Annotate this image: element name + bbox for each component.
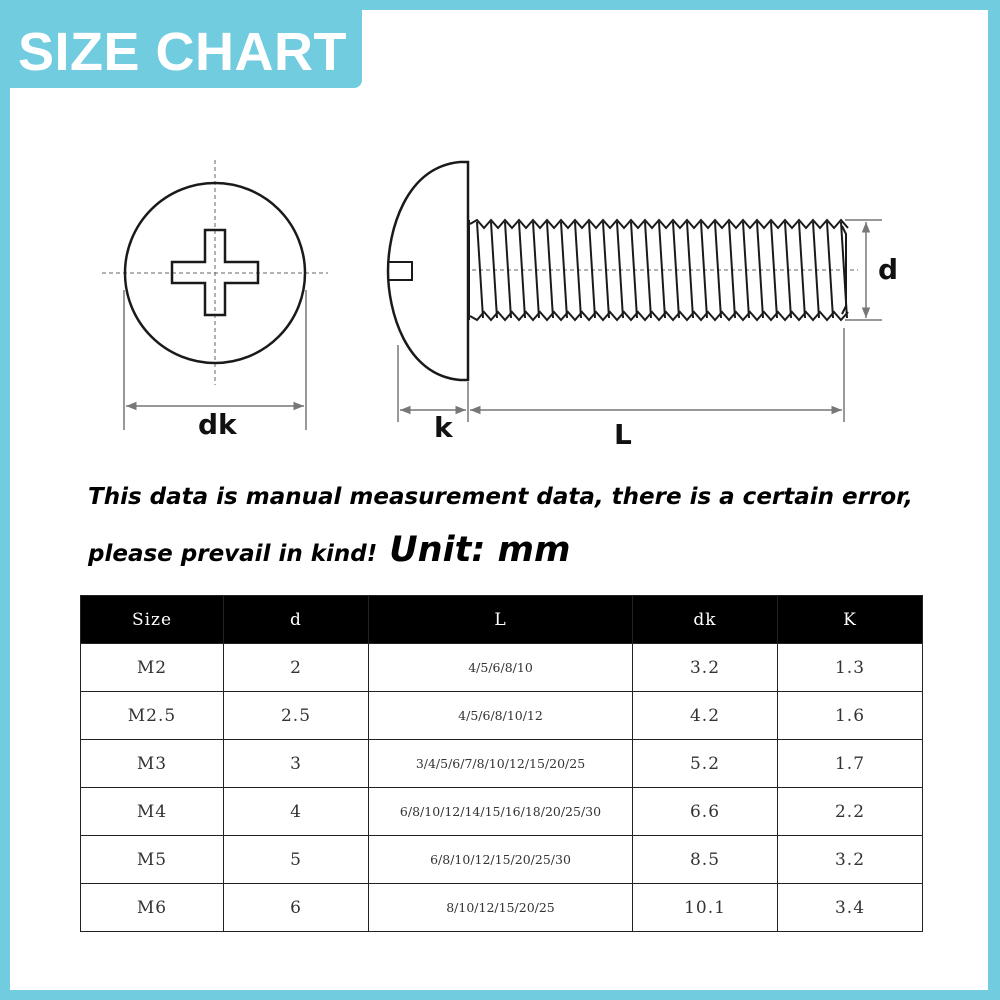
- cell-L: 3/4/5/6/7/8/10/12/15/20/25: [369, 740, 633, 788]
- cell-L: 8/10/12/15/20/25: [369, 884, 633, 932]
- cell-K: 2.2: [778, 788, 923, 836]
- cell-size: M2.5: [81, 692, 224, 740]
- table-header-row: [81, 596, 923, 644]
- screw-diagram: [10, 10, 988, 470]
- L-dimension-label: L: [614, 418, 632, 451]
- cell-size: M4: [81, 788, 224, 836]
- cell-K: 3.4: [778, 884, 923, 932]
- cell-dk: 5.2: [633, 740, 778, 788]
- dk-dimension-label: dk: [198, 408, 237, 441]
- cell-dk: 10.1: [633, 884, 778, 932]
- cell-d: 4: [224, 788, 369, 836]
- cell-d: 5: [224, 836, 369, 884]
- measurement-notice-line1: This data is manual measurement data, there is a certain error,: [88, 484, 913, 510]
- banner-title: SIZE CHART: [18, 22, 347, 82]
- cell-size: M2: [81, 644, 224, 692]
- cell-d: 2.5: [224, 692, 369, 740]
- screw-head-top-view: [102, 160, 328, 430]
- header-dk: dk: [633, 596, 778, 644]
- cell-L: 6/8/10/12/15/20/25/30: [369, 836, 633, 884]
- measurement-notice-line2: [88, 530, 968, 570]
- cell-L: 6/8/10/12/14/15/16/18/20/25/30: [369, 788, 633, 836]
- measurement-notice-text: please prevail in kind!: [88, 541, 378, 567]
- unit-label: Unit: mm: [389, 530, 571, 570]
- cell-K: 3.2: [778, 836, 923, 884]
- k-dimension-label: k: [434, 411, 453, 444]
- cell-K: 1.7: [778, 740, 923, 788]
- table-row: [81, 788, 923, 836]
- header-L: L: [369, 596, 633, 644]
- table-row: [81, 884, 923, 932]
- cell-size: M3: [81, 740, 224, 788]
- cell-size: M6: [81, 884, 224, 932]
- cell-L: 4/5/6/8/10: [369, 644, 633, 692]
- header-K: K: [778, 596, 923, 644]
- screw-head-profile: [388, 162, 468, 380]
- cell-d: 3: [224, 740, 369, 788]
- cell-K: 1.6: [778, 692, 923, 740]
- cell-L: 4/5/6/8/10/12: [369, 692, 633, 740]
- cell-K: 1.3: [778, 644, 923, 692]
- size-table: [80, 595, 923, 932]
- cell-d: 2: [224, 644, 369, 692]
- cell-dk: 8.5: [633, 836, 778, 884]
- table-row: [81, 644, 923, 692]
- cell-dk: 3.2: [633, 644, 778, 692]
- table-row: [81, 692, 923, 740]
- cell-dk: 4.2: [633, 692, 778, 740]
- cell-dk: 6.6: [633, 788, 778, 836]
- cell-d: 6: [224, 884, 369, 932]
- screw-threads: [470, 220, 848, 320]
- header-d: d: [224, 596, 369, 644]
- cell-size: M5: [81, 836, 224, 884]
- table-row: [81, 740, 923, 788]
- screw-side-view: [388, 162, 882, 422]
- table-row: [81, 836, 923, 884]
- header-size: Size: [81, 596, 224, 644]
- size-chart-page: [10, 10, 988, 990]
- d-dimension-label: d: [878, 253, 899, 286]
